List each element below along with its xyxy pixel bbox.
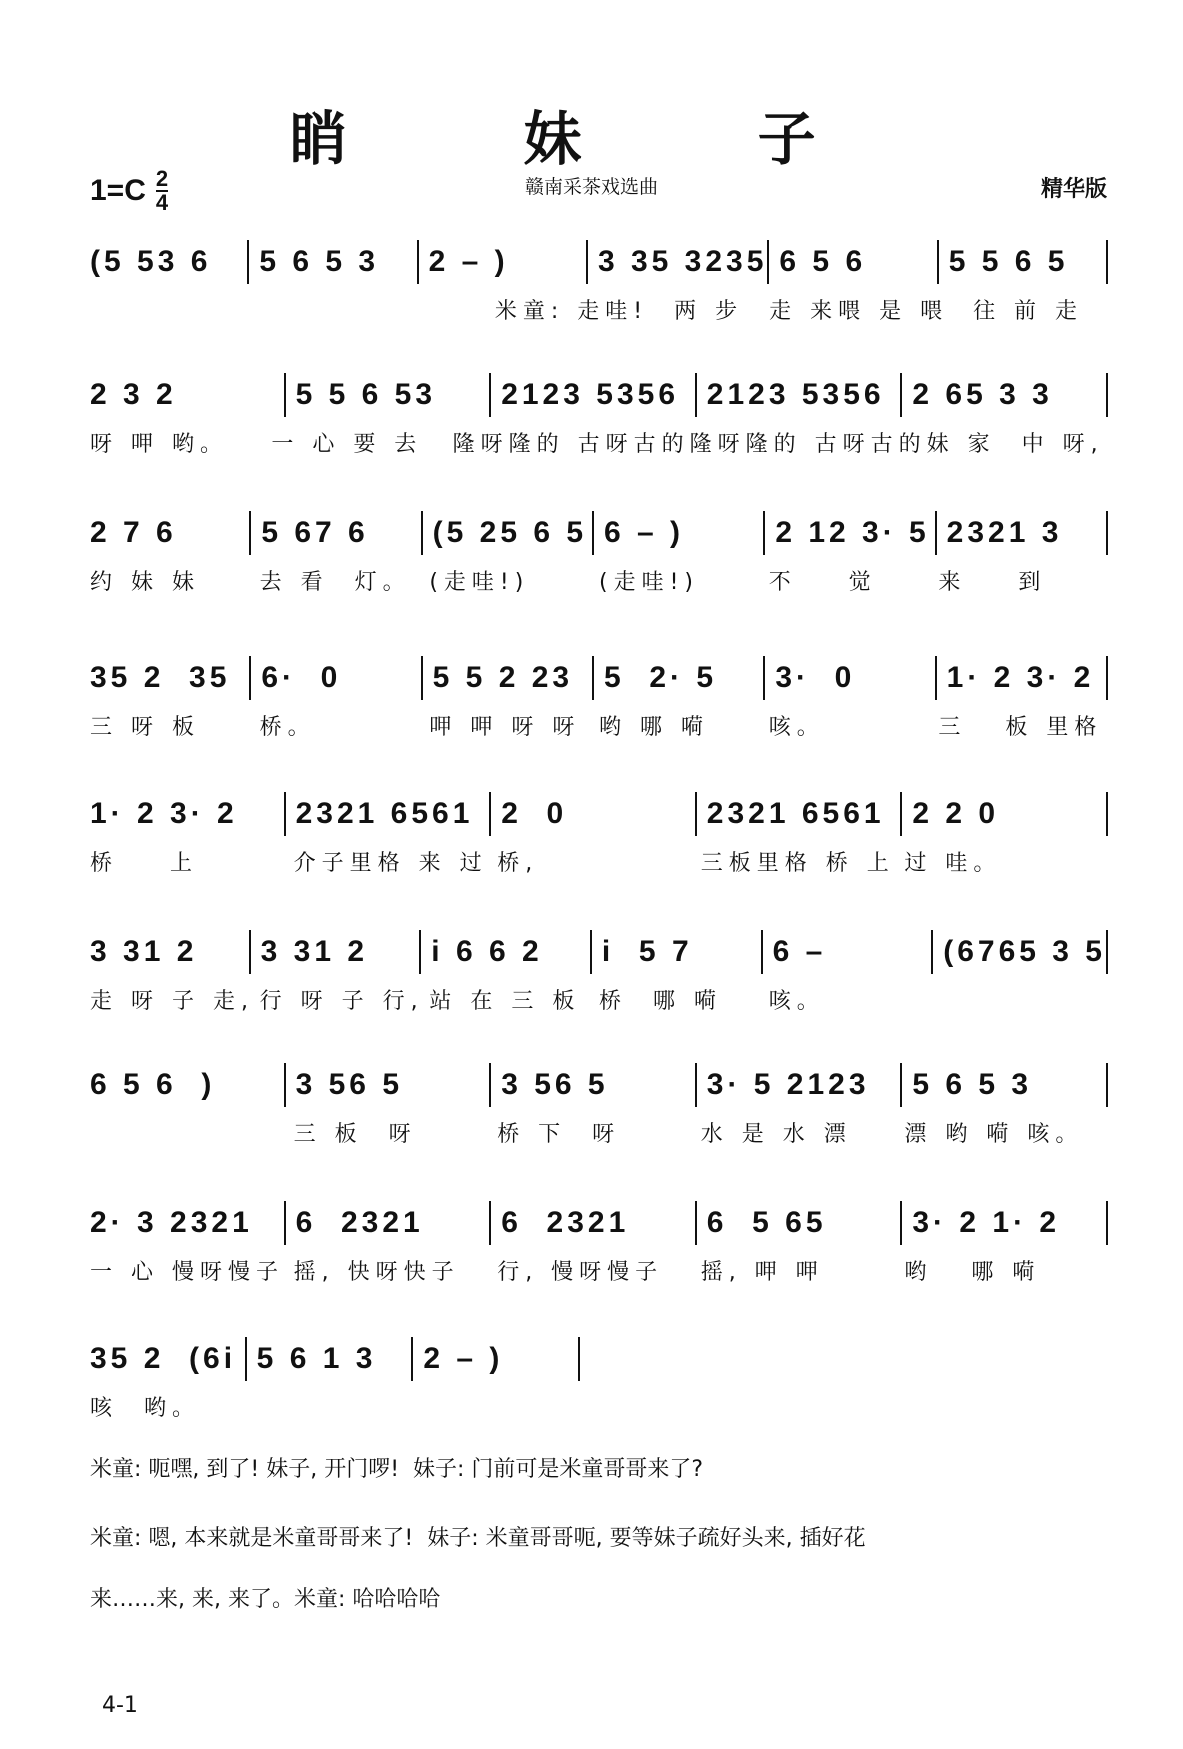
measure: 2 12 3· 5	[765, 511, 936, 555]
lyric: 来 到	[938, 570, 1047, 595]
notes-line	[90, 373, 1108, 417]
dialog-line: 来……来, 来, 来了。米童: 哈哈哈哈	[90, 1587, 441, 1612]
measure: i 6 6 2	[421, 930, 592, 974]
lyric: 水 是 水 漂	[700, 1122, 852, 1147]
lyric: 喂 是 喂	[838, 299, 949, 324]
staff-row	[90, 792, 1108, 876]
lyrics-line	[90, 846, 1108, 876]
lyric: (走哇!)	[429, 570, 530, 595]
lyric: 一 心 要 去	[271, 432, 423, 457]
lyrics-line	[90, 710, 1108, 740]
measure: 3· 2 1· 2	[902, 1201, 1108, 1245]
measure: 6 –	[763, 930, 934, 974]
lyric: 站 在 三 板	[429, 989, 581, 1014]
lyric: 往 前 走	[973, 299, 1084, 324]
measure: 2 7 6	[90, 511, 251, 555]
lyric: 过 哇。	[904, 851, 1002, 876]
lyrics-line	[90, 565, 1108, 595]
lyric: 去 看 灯。	[259, 570, 411, 595]
measure: 2 – )	[419, 240, 588, 284]
measure: 3· 0	[765, 656, 936, 700]
lyric: 桥 哪 嗬	[599, 989, 722, 1014]
lyrics-line	[90, 984, 1108, 1014]
measure: 6 2321	[491, 1201, 697, 1245]
notes-line	[90, 930, 1108, 974]
lyric: 走 呀 子 走,	[90, 989, 254, 1014]
staff-row	[90, 930, 1108, 1014]
measure: 5 5 6 5	[939, 240, 1108, 284]
dialog-line: 米童: 嗯, 本来就是米童哥哥来了! 妹子: 米童哥哥呃, 要等妹子疏好头来, 插好花	[90, 1526, 866, 1551]
measure: (5 25 6 5	[423, 511, 594, 555]
lyric: 桥,	[497, 851, 539, 876]
measure: 6 2321	[286, 1201, 492, 1245]
lyric: 呷 呷 呀 呀	[429, 715, 581, 740]
measure: 1· 2 3· 2	[937, 656, 1108, 700]
notes-line	[90, 1337, 580, 1381]
measure: 5 6 1 3	[247, 1337, 414, 1381]
lyric: 不 觉	[768, 570, 877, 595]
lyric: 摇, 快呀快子	[293, 1260, 460, 1285]
lyrics-line	[90, 1117, 1108, 1147]
lyric: 介子里格 来 过	[293, 851, 488, 876]
measure: 2321 6561	[697, 792, 903, 836]
measure: 3· 5 2123	[697, 1063, 903, 1107]
measure: 3 56 5	[491, 1063, 697, 1107]
time-top: 2	[155, 166, 169, 191]
measure: 2 3 2	[90, 373, 286, 417]
measure: (5 53 6	[90, 240, 249, 284]
lyric: 妹 家 中 呀,	[926, 432, 1104, 457]
measure: 2123 5356	[491, 373, 697, 417]
measure: 5 6 5 3	[902, 1063, 1108, 1107]
subtitle: 赣南采茶戏选曲	[524, 176, 658, 198]
lyric: 一 心 慢呀慢子	[90, 1260, 284, 1285]
notes-line	[90, 1063, 1108, 1107]
lyric: 米童: 走哇! 两 步 走 来	[494, 299, 839, 324]
measure: 6· 0	[251, 656, 422, 700]
lyric	[360, 294, 495, 324]
lyric: 呀 呷 哟。	[90, 432, 228, 457]
page-number: 4-1	[102, 1693, 138, 1718]
lyric: 行, 慢呀慢子	[497, 1260, 664, 1285]
lyric: 咳。	[768, 989, 825, 1014]
measure: 2 – )	[413, 1337, 580, 1381]
lyric: 隆呀隆的 古呀古的	[452, 432, 690, 457]
staff-row	[90, 511, 1108, 595]
lyrics-line	[90, 1391, 580, 1421]
measure: 2· 3 2321	[90, 1201, 286, 1245]
staff-row	[90, 240, 1108, 324]
measure: 35 2 (6i	[90, 1337, 247, 1381]
notes-line	[90, 240, 1108, 284]
measure: 5 6 5 3	[249, 240, 418, 284]
lyric: 桥 下 呀	[497, 1122, 621, 1147]
lyric: 桥 上	[90, 851, 198, 876]
measure: 35 2 35	[90, 656, 251, 700]
measure: 6 – )	[594, 511, 765, 555]
measure: 1· 2 3· 2	[90, 792, 286, 836]
notes-line	[90, 792, 1108, 836]
lyric: 摇, 呷 呷	[700, 1260, 824, 1285]
measure: 5 5 6 53	[286, 373, 492, 417]
lyric: 哟 哪 嗬	[904, 1260, 1041, 1285]
lyrics-line	[90, 294, 1108, 324]
measure: 2 0	[491, 792, 697, 836]
staff-row	[90, 1063, 1108, 1147]
key-label: 1=C	[90, 174, 146, 207]
song-title: 睄 妹 子	[289, 105, 894, 173]
lyric: 三板里格 桥 上	[700, 851, 895, 876]
measure: 6 5 6 )	[90, 1063, 286, 1107]
time-bottom: 4	[155, 190, 169, 215]
measure: 3 56 5	[286, 1063, 492, 1107]
lyric: 哟 哪 嗬	[599, 715, 710, 740]
staff-row	[90, 1201, 1108, 1285]
notes-line	[90, 511, 1108, 555]
measure: 3 31 2	[251, 930, 422, 974]
lyrics-line	[90, 427, 1108, 457]
lyric: 隆呀隆的 古呀古的	[689, 432, 927, 457]
lyric	[938, 984, 1108, 1014]
lyric: 行 呀 子 行,	[259, 989, 424, 1014]
lyric	[253, 1391, 416, 1421]
measure: (6765 3 5	[933, 930, 1108, 974]
lyric: (走哇!)	[599, 570, 700, 595]
measure: 2321 6561	[286, 792, 492, 836]
lyric	[90, 1117, 294, 1147]
dialog-line: 米童: 呃嘿, 到了! 妹子, 开门啰! 妹子: 门前可是米童哥哥来了?	[90, 1457, 704, 1482]
edition-label: 精华版	[1040, 177, 1107, 202]
measure: 5 67 6	[251, 511, 422, 555]
notes-line	[90, 1201, 1108, 1245]
notes-line	[90, 656, 1108, 700]
measure: 3 31 2	[90, 930, 251, 974]
lyric: 桥。	[259, 715, 316, 740]
lyric: 漂 哟 嗬 咳。	[904, 1122, 1084, 1147]
lyric: 三 板 里格	[938, 715, 1103, 740]
staff-row	[90, 373, 1108, 457]
staff-row	[90, 656, 1108, 740]
lyric: 咳。	[768, 715, 825, 740]
measure: 2 2 0	[902, 792, 1108, 836]
measure: 2123 5356	[697, 373, 903, 417]
lyric: 三 呀 板	[90, 715, 200, 740]
measure: 5 5 2 23	[423, 656, 594, 700]
measure: 2321 3	[937, 511, 1108, 555]
lyric: 约 妹 妹	[90, 570, 200, 595]
lyric	[90, 294, 225, 324]
measure: 5 2· 5	[594, 656, 765, 700]
lyric: 三 板 呀	[293, 1122, 417, 1147]
lyrics-line	[90, 1255, 1108, 1285]
measure: i 5 7	[592, 930, 763, 974]
lyric	[417, 1391, 580, 1421]
measure: 3 35 3235	[588, 240, 769, 284]
staff-row	[90, 1337, 580, 1421]
measure: 6 5 6	[769, 240, 938, 284]
lyric	[225, 294, 360, 324]
measure: 6 5 65	[697, 1201, 903, 1245]
lyric: 咳 哟。	[90, 1396, 200, 1421]
measure: 2 65 3 3	[902, 373, 1108, 417]
